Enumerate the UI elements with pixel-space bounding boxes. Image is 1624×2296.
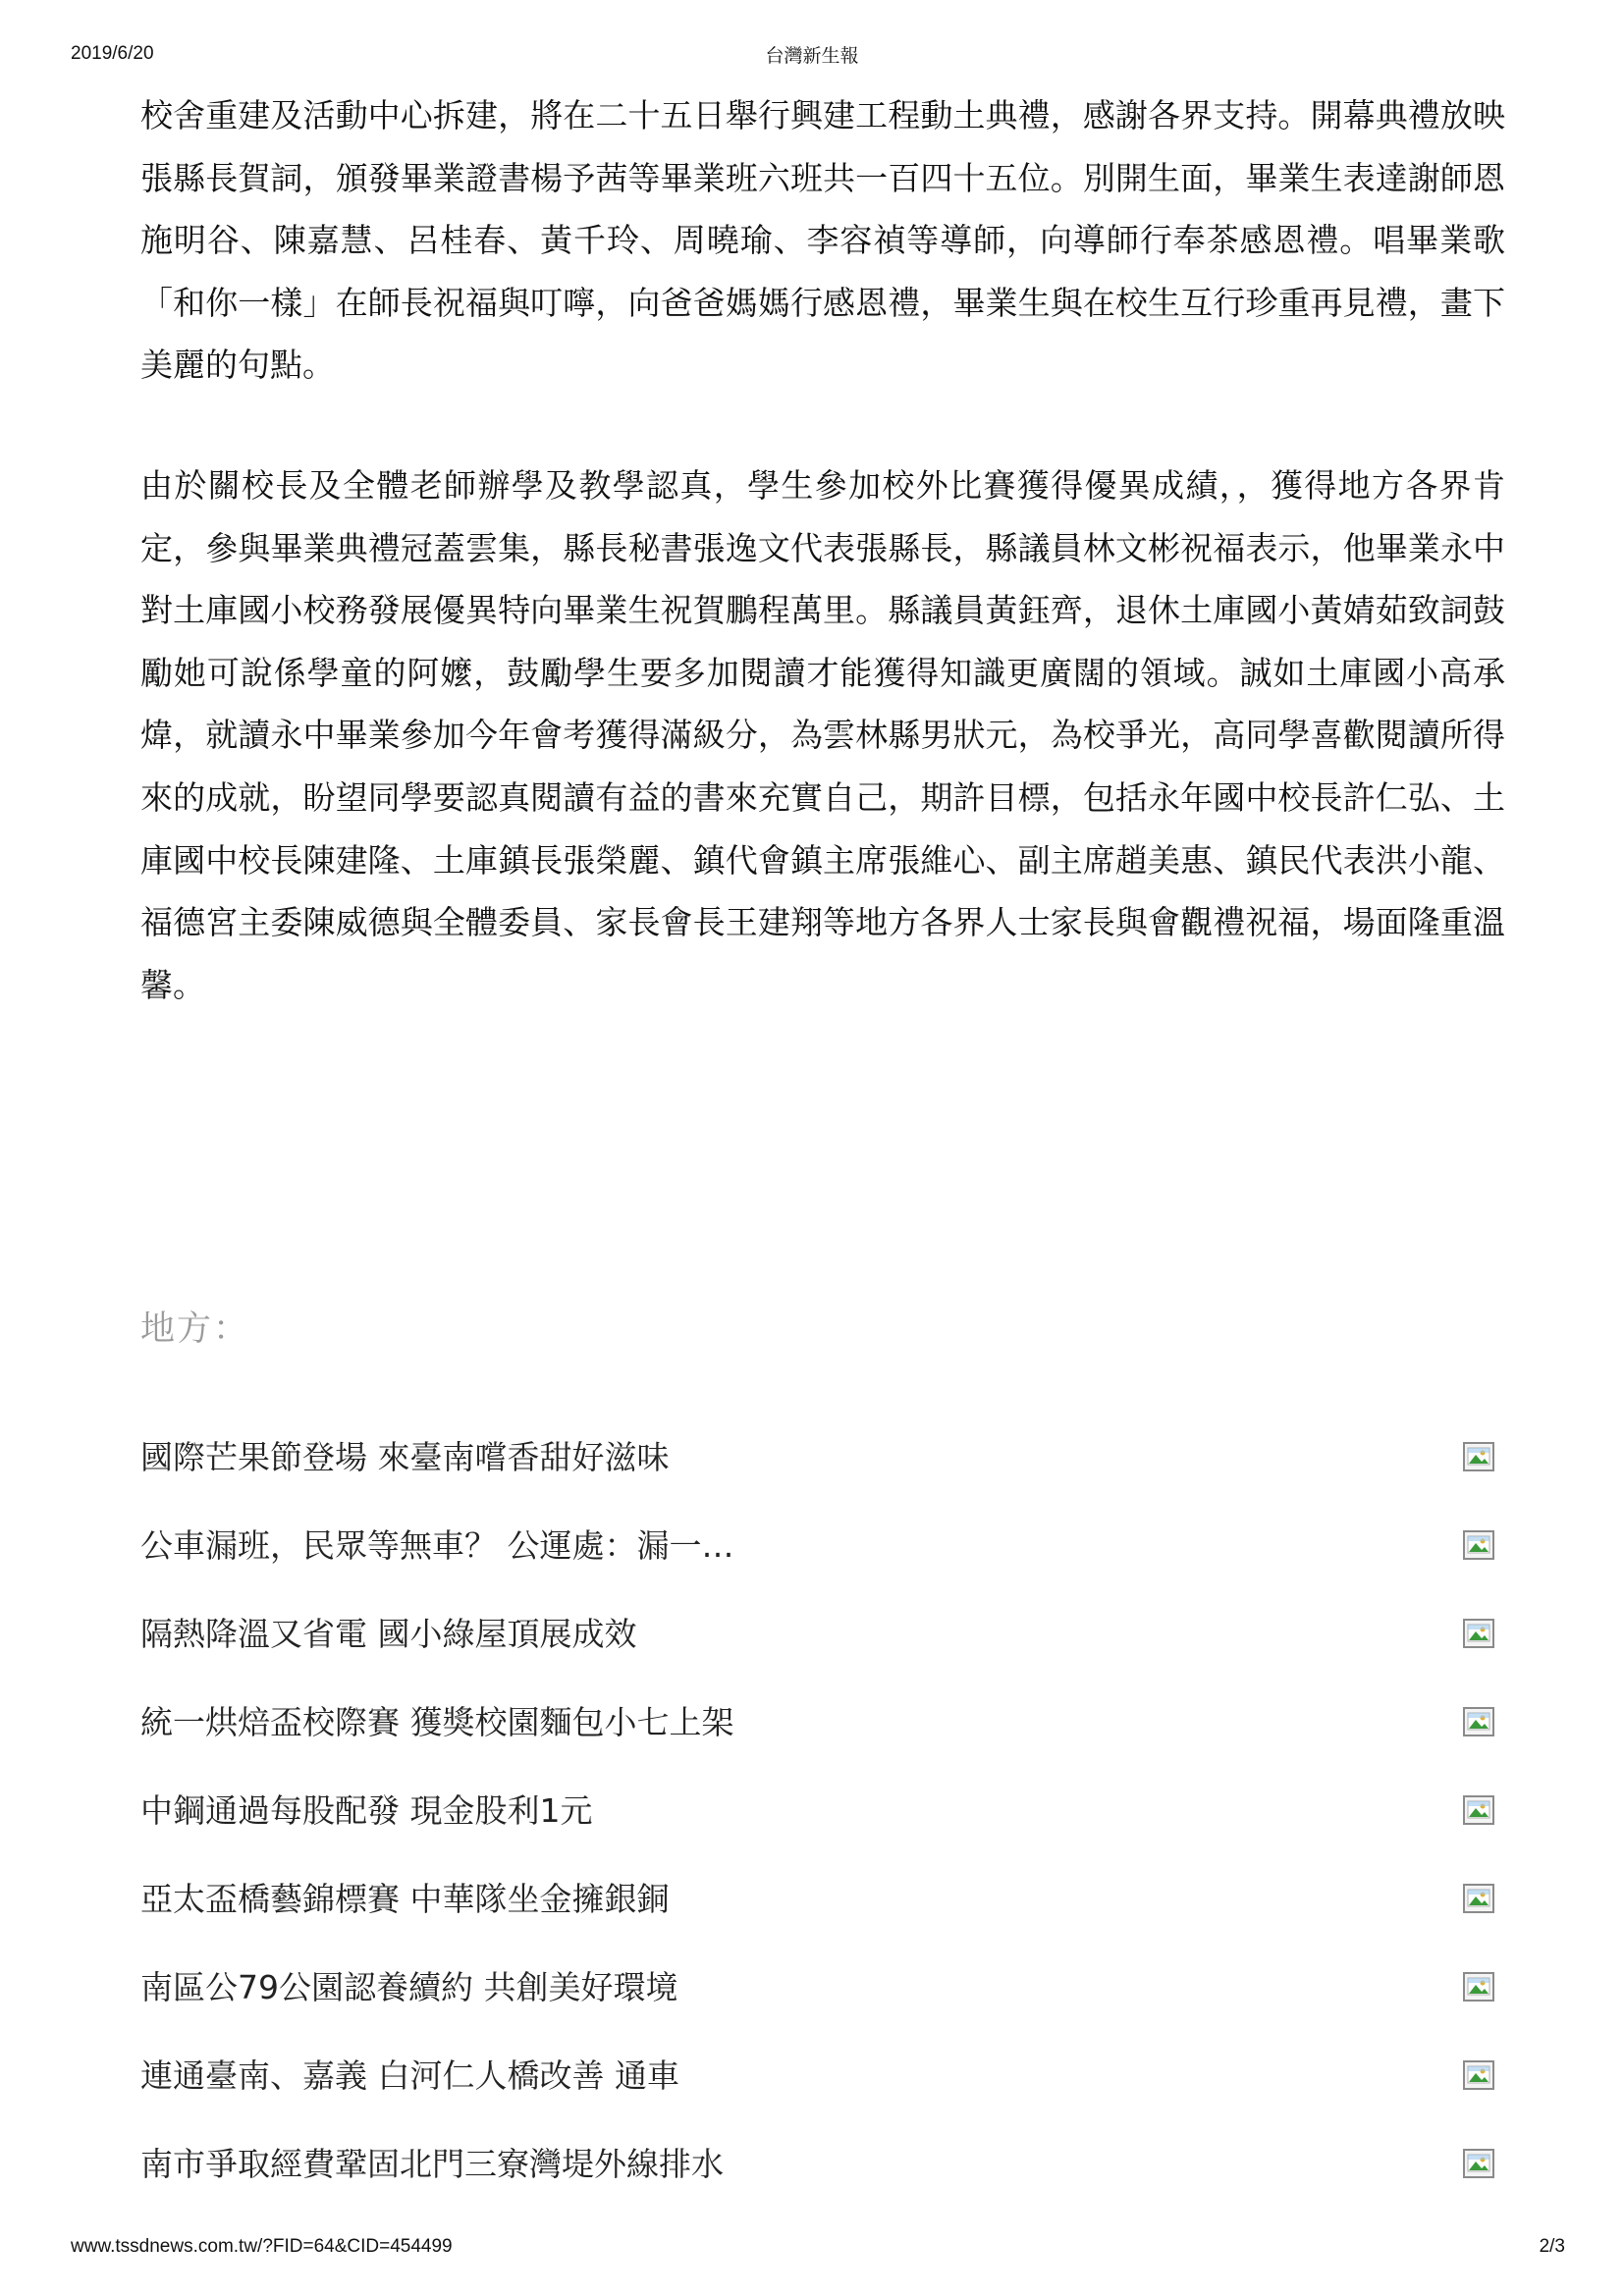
broken-image-icon[interactable] bbox=[1463, 1442, 1494, 1471]
list-item bbox=[140, 1963, 1495, 2052]
site-title: 台灣新生報 bbox=[765, 45, 859, 67]
list-item bbox=[140, 2140, 1495, 2228]
broken-image-icon[interactable] bbox=[1463, 1619, 1494, 1648]
related-section-label: 地方： bbox=[140, 1309, 250, 1349]
list-item bbox=[140, 1610, 1495, 1698]
article-paragraph: 由於關校長及全體老師辦學及教學認真，學生參加校外比賽獲得優異成績，，獲得地方各界肯定，參與畢業典禮冠蓋雲集，縣長秘書張逸文代表張縣長，縣議員林文彬祝福表示，他畢業永中對土庫國小校務發展優異特向畢業生祝賀鵬程萬里。縣議員黃鈺齊，退休土庫國小黃婧茹致詞鼓勵她可說係學童的阿嬤，鼓勵學生要多加閱讀才能獲得知識更廣闊的領域。誠如土庫國小高承煒，就讀永中畢業參加今年會考獲得滿級分，為雲林縣男狀元，為校爭光，高同學喜歡閱讀所得來的成就，盼望同學要認真閱讀有益的書來充實自己，期許目標，包括永年國中校長許仁弘、土庫國中校長陳建隆、土庫鎮長張榮麗、鎮代會鎮主席張維心、副主席趙美惠、鎮民代表洪小龍、福德宮主委陳威德與全體委員、家長會長王建翔等地方各界人士家長與會觀禮祝福，場面隆重溫馨。 bbox=[140, 465, 1505, 1004]
broken-image-icon[interactable] bbox=[1463, 1972, 1494, 2002]
news-link[interactable]: 統一烘焙盃校際賽 獲獎校園麵包小七上架 bbox=[140, 1703, 734, 1741]
footer-url-link[interactable]: www.tssdnews.com.tw/?FID=64&CID=454499 bbox=[71, 2236, 453, 2257]
news-link[interactable]: 國際芒果節登場 來臺南嚐香甜好滋味 bbox=[140, 1438, 670, 1476]
news-link[interactable]: 亞太盃橋藝錦標賽 中華隊坐金擁銀銅 bbox=[140, 1880, 670, 1918]
list-item bbox=[140, 1787, 1495, 1875]
news-link[interactable]: 南區公79公園認養續約 共創美好環境 bbox=[140, 1968, 678, 2006]
page-number: 2/3 bbox=[1539, 2236, 1565, 2257]
list-item bbox=[140, 1698, 1495, 1787]
news-link[interactable]: 隔熱降溫又省電 國小綠屋頂展成效 bbox=[140, 1615, 637, 1653]
broken-image-icon[interactable] bbox=[1463, 1795, 1494, 1825]
broken-image-icon[interactable] bbox=[1463, 2149, 1494, 2178]
news-link[interactable]: 中鋼通過每股配發 現金股利1元 bbox=[140, 1791, 593, 1830]
list-item bbox=[140, 1522, 1495, 1610]
news-link[interactable]: 連通臺南、嘉義 白河仁人橋改善 通車 bbox=[140, 2056, 679, 2095]
article-paragraph: 校舍重建及活動中心拆建，將在二十五日舉行興建工程動土典禮，感謝各界支持。開幕典禮放映張縣長賀詞，頒發畢業證書楊予茜等畢業班六班共一百四十五位。別開生面，畢業生表達謝師恩施明谷、陳嘉慧、呂桂春、黃千玲、周曉瑜、李容禎等導師，向導師行奉茶感恩禮。唱畢業歌「和你一樣」在師長祝福與叮嚀，向爸爸媽媽行感恩禮，畢業生與在校生互行珍重再見禮，畫下美麗的句點。 bbox=[140, 96, 1505, 385]
print-date: 2019/6/20 bbox=[71, 43, 154, 64]
broken-image-icon[interactable] bbox=[1463, 1530, 1494, 1560]
news-link[interactable]: 公車漏班，民眾等無車？ 公運處：漏一… bbox=[140, 1526, 734, 1565]
list-item bbox=[140, 1433, 1495, 1522]
broken-image-icon[interactable] bbox=[1463, 1884, 1494, 1913]
broken-image-icon[interactable] bbox=[1463, 1707, 1494, 1736]
news-link[interactable]: 南市爭取經費鞏固北門三寮灣堤外線排水 bbox=[140, 2145, 724, 2183]
related-news-list bbox=[140, 1433, 1495, 2228]
broken-image-icon[interactable] bbox=[1463, 2060, 1494, 2090]
list-item bbox=[140, 2052, 1495, 2140]
list-item bbox=[140, 1875, 1495, 1963]
article-body bbox=[140, 84, 1505, 1016]
